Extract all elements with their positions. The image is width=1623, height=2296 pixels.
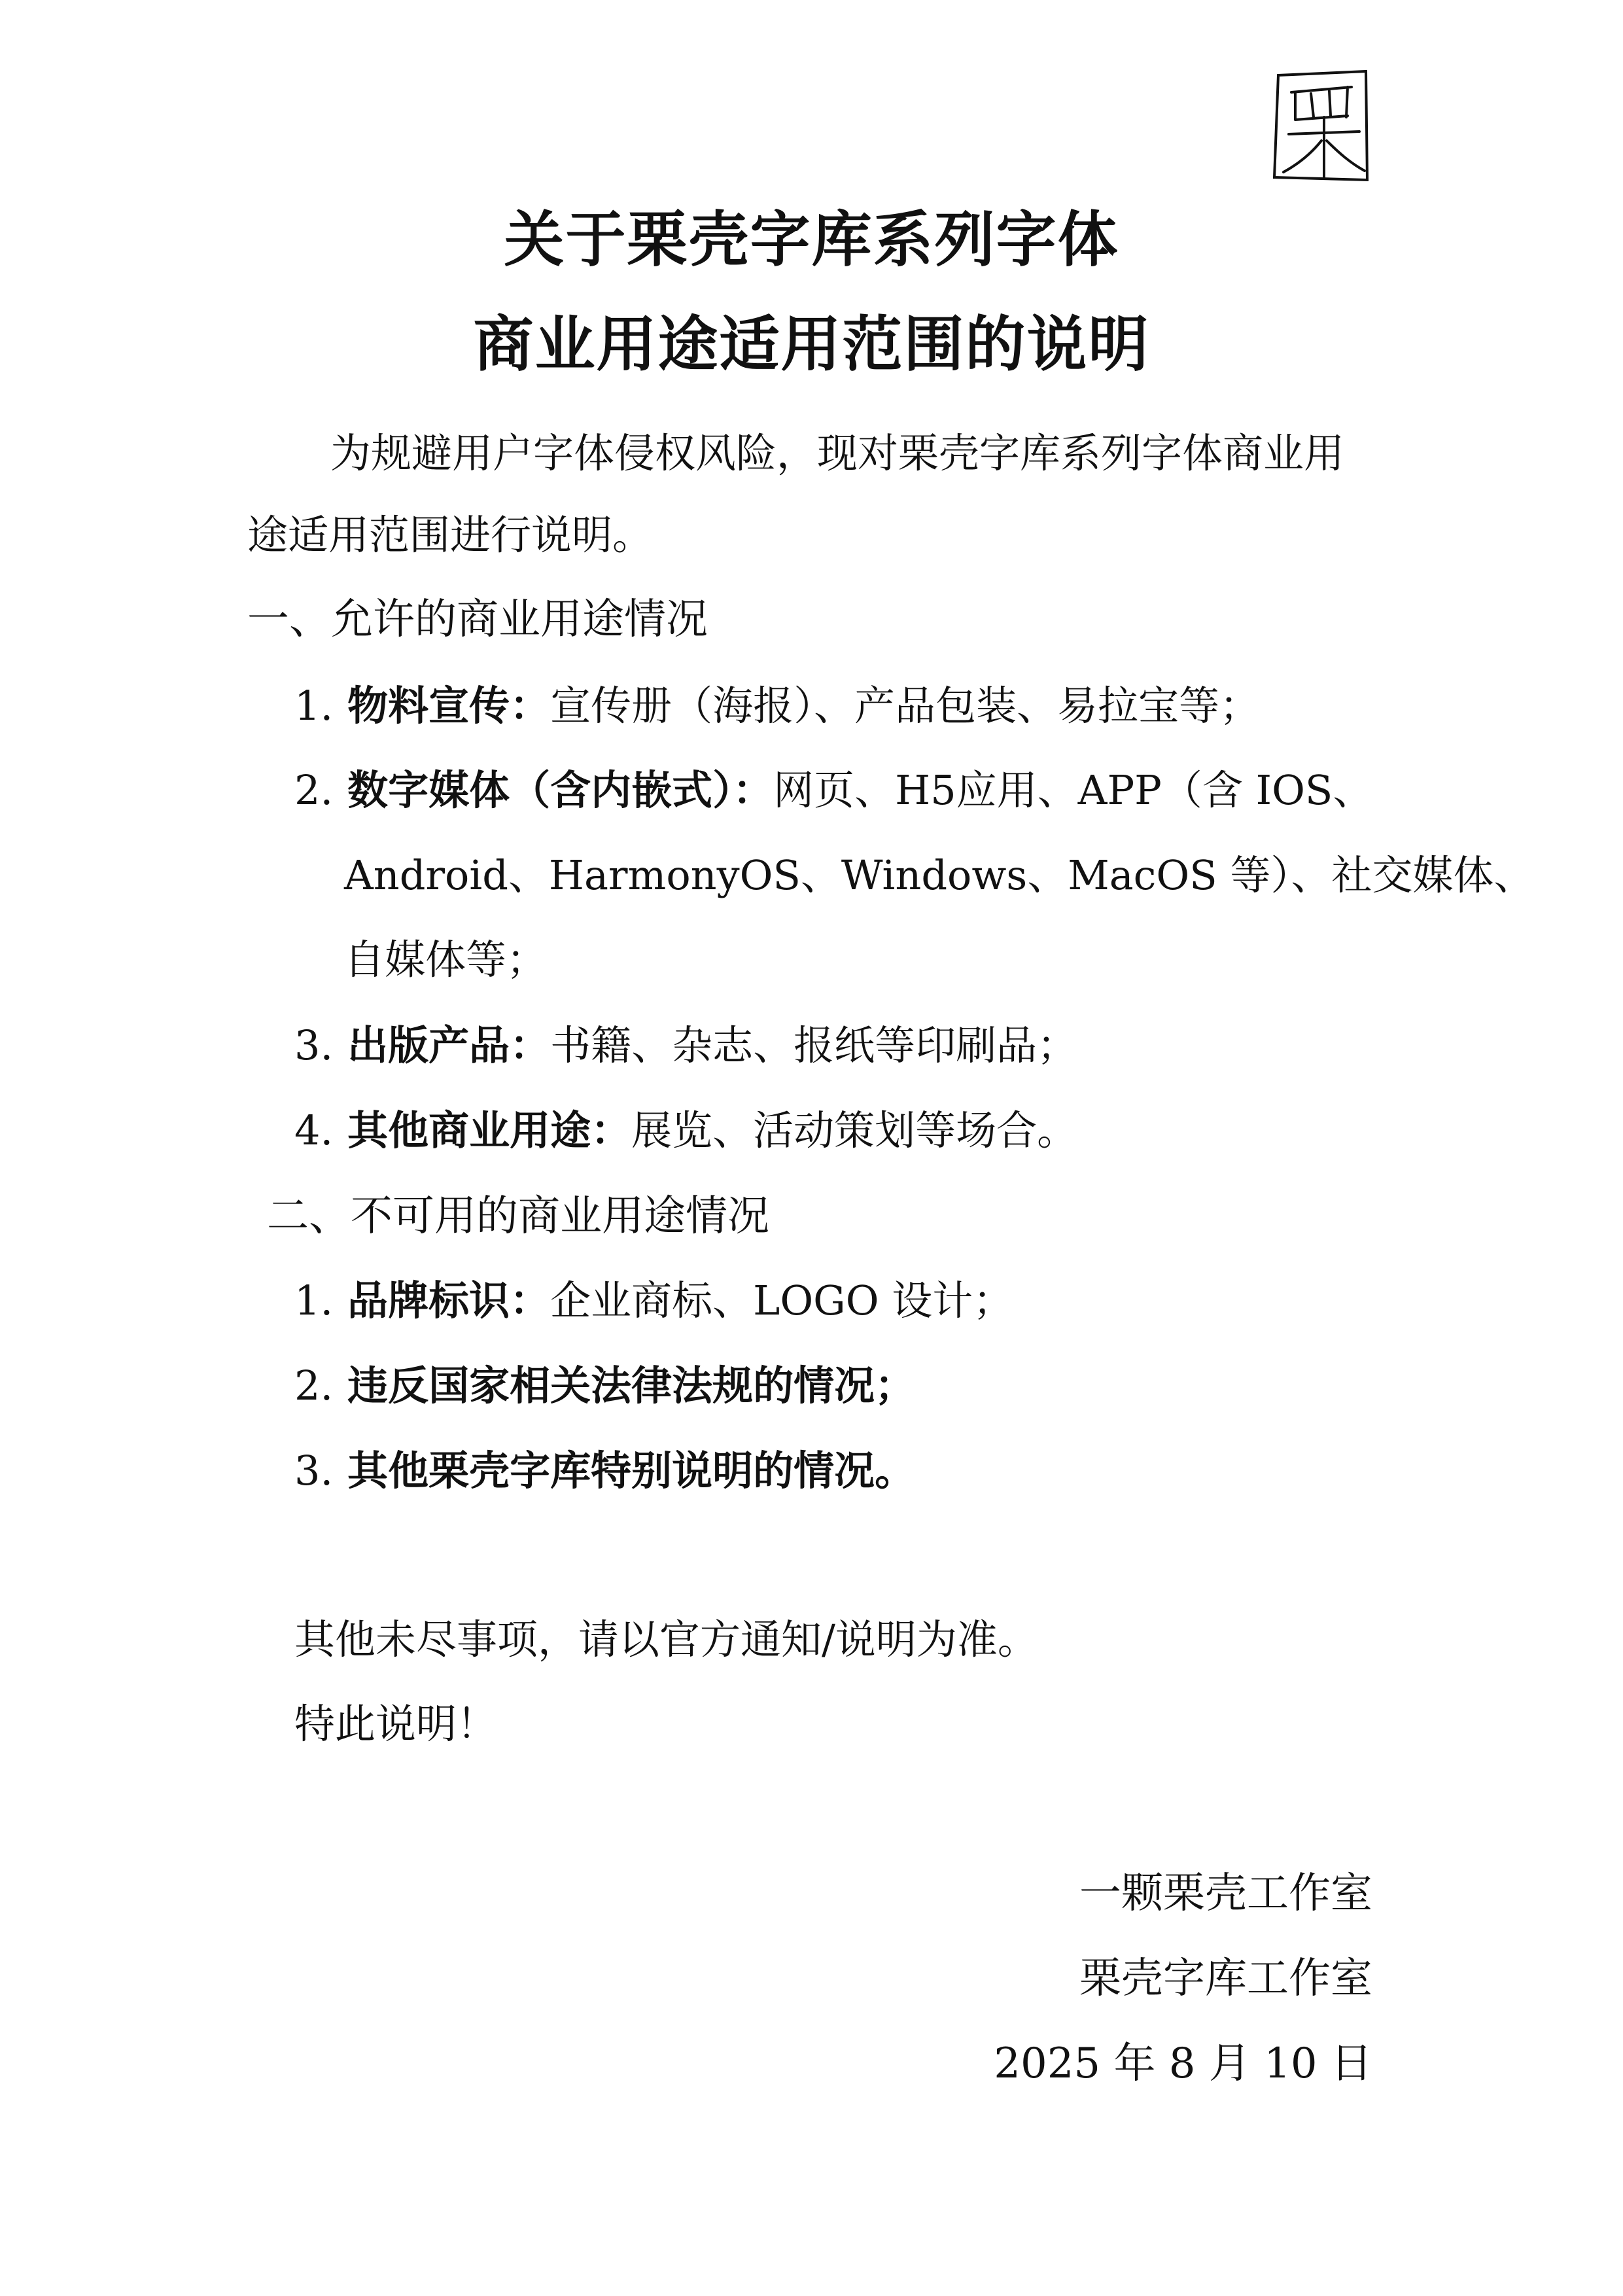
signature-date: 2025 年 8 月 10 日 xyxy=(994,2040,1372,2088)
section-1-item-3 xyxy=(294,1021,1078,1069)
item-number: 2. xyxy=(294,766,334,814)
seal-stamp-icon xyxy=(1269,69,1374,183)
section-2-item-3 xyxy=(294,1447,916,1494)
section-1-heading: 一、允许的商业用途情况 xyxy=(247,595,708,644)
item-label: 物料宣传： xyxy=(347,682,551,730)
section-1-item-2 xyxy=(294,766,1374,814)
item-label: 品牌标识： xyxy=(347,1277,551,1324)
item-text: 企业商标、LOGO 设计； xyxy=(550,1277,1014,1324)
item-number: 1. xyxy=(294,682,334,730)
item-number: 3. xyxy=(294,1021,334,1069)
section-1-item-4 xyxy=(294,1106,1078,1154)
item-number: 3. xyxy=(294,1447,334,1494)
section-2-item-1 xyxy=(294,1277,1014,1324)
closing-line-2: 特此说明！ xyxy=(294,1700,498,1748)
item-text: 宣传册（海报）、产品包装、易拉宝等； xyxy=(550,682,1261,730)
closing-line-1: 其他未尽事项，请以官方通知/说明为准。 xyxy=(294,1616,1038,1663)
item-text: 网页、H5应用、APP（含 IOS、 xyxy=(773,766,1374,814)
item-label: 其他商业用途： xyxy=(347,1106,632,1154)
item-label: 其他栗壳字库特别说明的情况。 xyxy=(347,1447,916,1494)
intro-line-2: 途适用范围进行说明。 xyxy=(247,511,654,559)
section-2-item-2 xyxy=(294,1362,916,1409)
section-1-item-2-continuation-1: Android、HarmonyOS、Windows、MacOS 等）、社交媒体、 xyxy=(344,851,1535,899)
item-number: 2. xyxy=(294,1362,334,1409)
title-line-2: 商业用途适用范围的说明 xyxy=(473,309,1150,380)
section-2-heading: 二、不可用的商业用途情况 xyxy=(267,1192,769,1241)
item-label: 违反国家相关法律法规的情况； xyxy=(347,1362,916,1409)
item-label: 出版产品： xyxy=(347,1021,551,1069)
item-number: 1. xyxy=(294,1277,334,1324)
intro-line-1: 为规避用户字体侵权风险，现对栗壳字库系列字体商业用 xyxy=(330,429,1345,477)
section-1-item-2-continuation-2: 自媒体等； xyxy=(344,936,548,983)
signature-org-1: 一颗栗壳工作室 xyxy=(1079,1869,1372,1918)
item-label: 数字媒体（含内嵌式）： xyxy=(347,766,774,814)
signature-org-2: 栗壳字库工作室 xyxy=(1079,1954,1372,2003)
item-text: 展览、活动策划等场合。 xyxy=(631,1106,1078,1154)
title-line-1: 关于栗壳字库系列字体 xyxy=(504,204,1119,275)
section-1-item-1 xyxy=(294,682,1261,730)
item-number: 4. xyxy=(294,1106,334,1154)
item-text: 书籍、杂志、报纸等印刷品； xyxy=(550,1021,1078,1069)
